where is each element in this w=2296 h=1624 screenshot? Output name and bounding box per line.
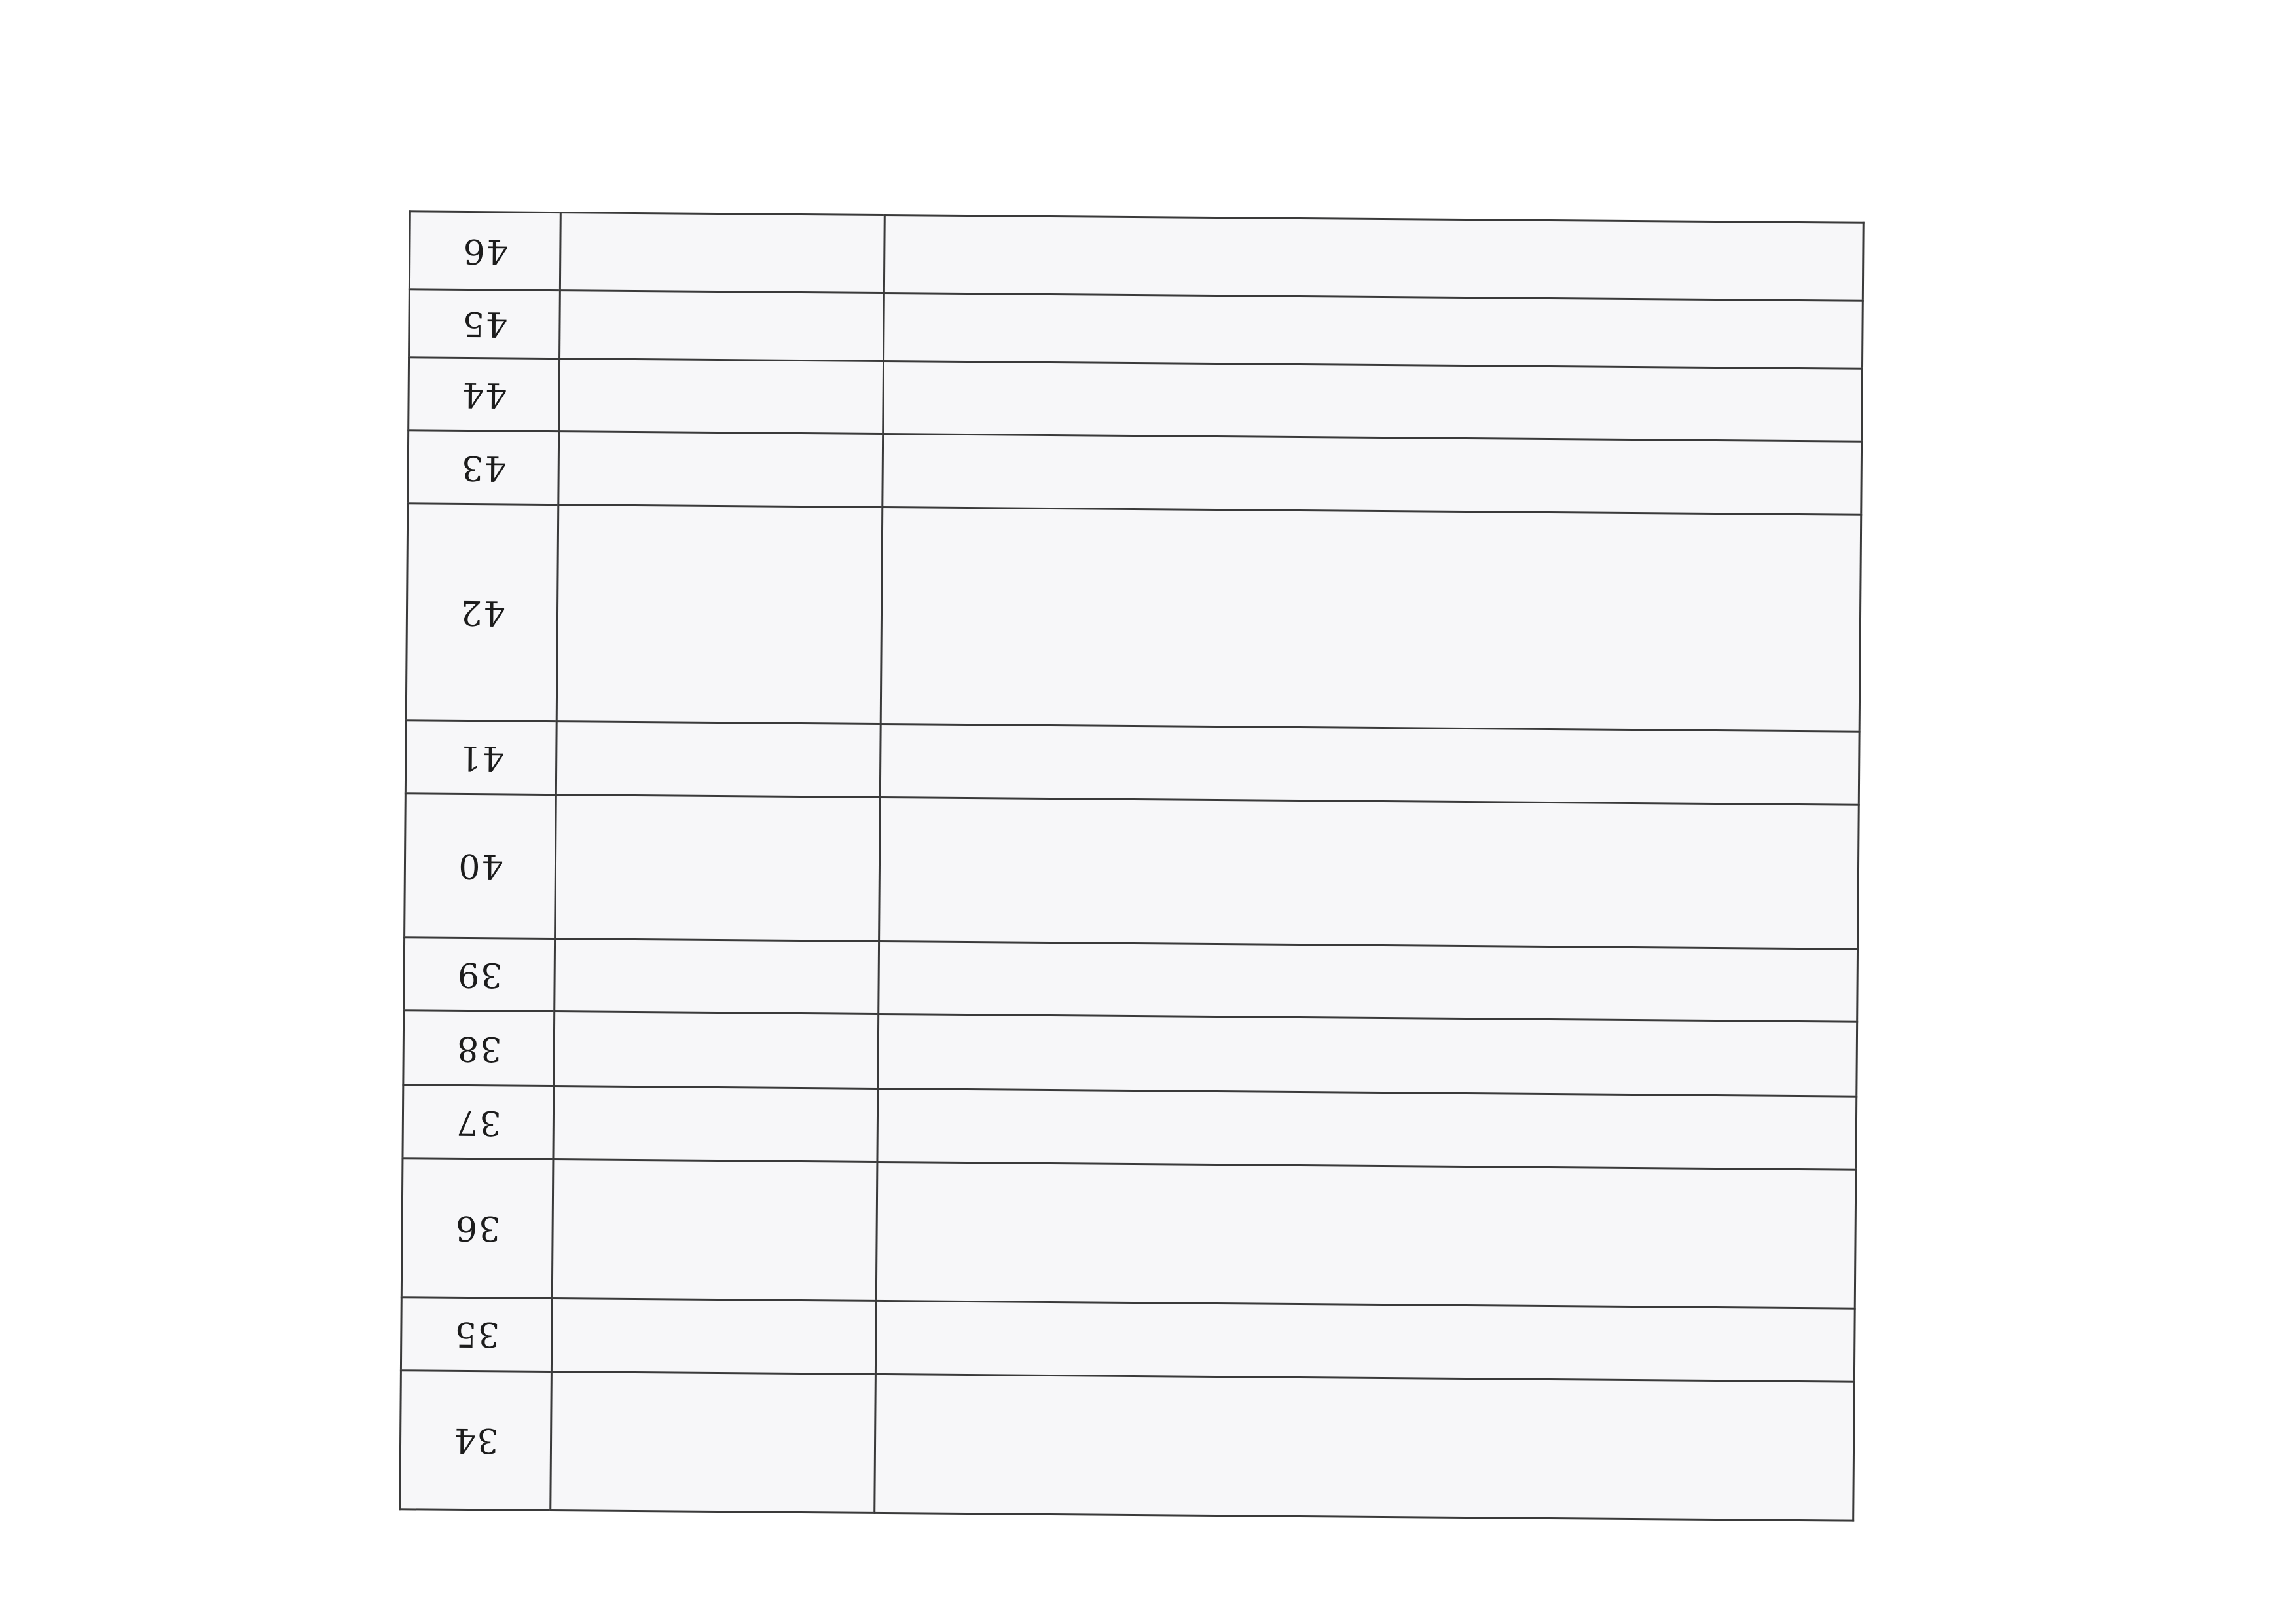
table-row bbox=[409, 289, 1863, 369]
row-number: 46 bbox=[409, 212, 560, 291]
row-type bbox=[558, 432, 883, 507]
table-row bbox=[403, 1085, 1857, 1170]
table-row bbox=[409, 212, 1863, 301]
row-number: 45 bbox=[409, 289, 560, 358]
row-type bbox=[555, 795, 881, 941]
row-type bbox=[560, 291, 884, 361]
row-description bbox=[879, 798, 1859, 949]
row-description bbox=[879, 941, 1858, 1022]
table-row bbox=[406, 504, 1861, 732]
row-number: 40 bbox=[405, 794, 556, 938]
row-type bbox=[559, 358, 884, 434]
row-type bbox=[556, 722, 881, 798]
row-description bbox=[881, 507, 1861, 732]
row-type bbox=[560, 213, 884, 293]
table-row bbox=[403, 1010, 1857, 1096]
row-type bbox=[553, 1086, 878, 1162]
row-description bbox=[875, 1374, 1855, 1521]
row-number: 35 bbox=[401, 1297, 552, 1372]
table-row bbox=[405, 720, 1859, 805]
row-description bbox=[883, 361, 1863, 442]
row-description bbox=[880, 724, 1859, 805]
row-type bbox=[555, 938, 879, 1014]
row-description bbox=[884, 215, 1863, 301]
table-row bbox=[409, 357, 1863, 441]
row-type bbox=[551, 1299, 876, 1375]
table-row bbox=[408, 430, 1862, 515]
row-description bbox=[884, 293, 1863, 369]
row-description bbox=[877, 1089, 1857, 1170]
row-number: 43 bbox=[408, 430, 559, 505]
row-number: 38 bbox=[403, 1010, 555, 1086]
table-row bbox=[401, 1158, 1856, 1309]
row-number: 36 bbox=[401, 1158, 553, 1299]
row-number: 34 bbox=[400, 1371, 552, 1511]
row-type bbox=[556, 505, 883, 724]
table-row bbox=[405, 794, 1859, 949]
row-description bbox=[875, 1301, 1855, 1382]
table-row bbox=[404, 937, 1858, 1022]
row-number: 39 bbox=[404, 937, 555, 1012]
row-number: 41 bbox=[405, 720, 556, 795]
row-number: 42 bbox=[406, 504, 558, 722]
rotated-table-container bbox=[401, 210, 1865, 1521]
row-type bbox=[551, 1371, 876, 1513]
row-description bbox=[876, 1162, 1856, 1308]
table-row bbox=[401, 1297, 1855, 1382]
row-description bbox=[883, 434, 1862, 515]
records-table bbox=[399, 210, 1865, 1521]
row-type bbox=[552, 1159, 877, 1301]
row-type bbox=[554, 1012, 879, 1089]
row-number: 44 bbox=[409, 357, 560, 432]
row-description bbox=[878, 1014, 1857, 1097]
row-number: 37 bbox=[403, 1085, 554, 1160]
table-row bbox=[400, 1371, 1855, 1521]
